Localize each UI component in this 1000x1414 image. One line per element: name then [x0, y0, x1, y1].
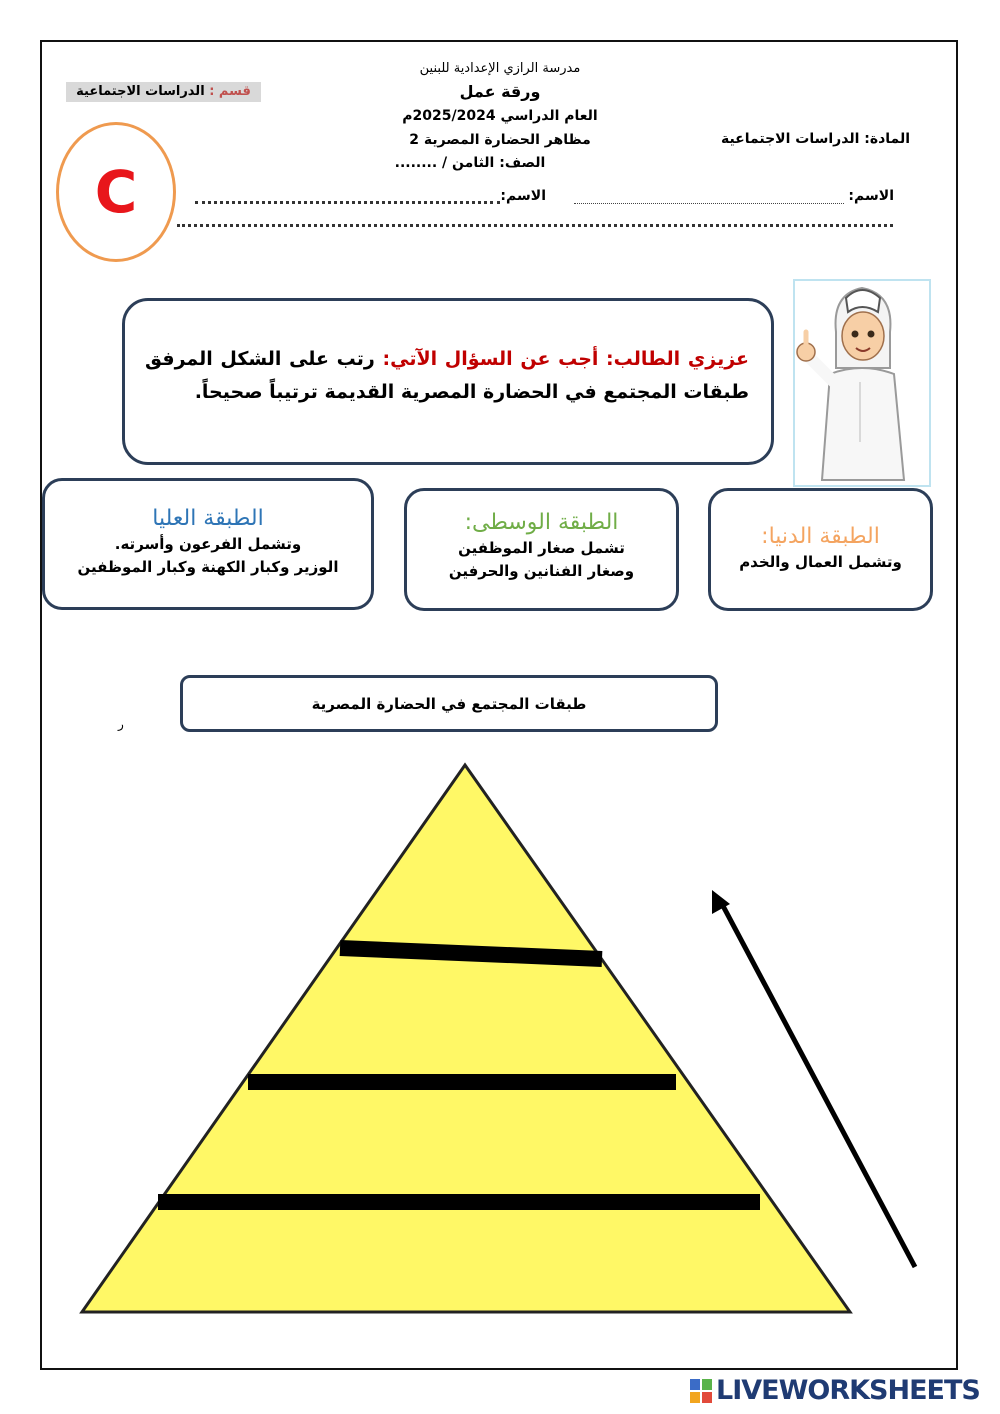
- lower-class-title: الطبقة الدنيا:: [761, 524, 880, 549]
- middle-class-title: الطبقة الوسطى:: [464, 510, 619, 535]
- middle-class-line1: تشمل صغار الموظفين: [458, 539, 625, 557]
- department-label: قسم : الدراسات الاجتماعية: [66, 82, 261, 102]
- upper-class-line2: الوزير وكبار الكهنة وكبار الموظفين: [77, 558, 339, 576]
- worksheet-title: ورقة عمل: [459, 82, 541, 101]
- school-name: مدرسة الرازي الإعدادية للبنين: [419, 61, 581, 76]
- upper-class-title: الطبقة العليا: [152, 506, 264, 531]
- pyramid-shape: [82, 765, 850, 1312]
- name-field-1[interactable]: الاسم:: [572, 188, 894, 204]
- grade-field[interactable]: الصف: الثامن / ........: [394, 155, 546, 171]
- question-lead: عزيزي الطالب: أجب عن السؤال الآتي:: [382, 348, 750, 370]
- subject-label: المادة: الدراسات الاجتماعية: [720, 131, 910, 147]
- middle-class-line2: وصغار الفنانين والحرفين: [448, 562, 635, 580]
- name-field-2[interactable]: الاسم:: [194, 188, 546, 204]
- lesson-topic: مظاهر الحضارة المصرية 2: [409, 132, 591, 148]
- liveworksheets-watermark: LIVEWORKSHEETS: [690, 1374, 990, 1408]
- liveworksheets-logo-icon: [690, 1379, 712, 1403]
- lower-class-line1: وتشمل العمال والخدم: [739, 553, 902, 571]
- pyramid-title-box: طبقات المجتمع في الحضارة المصرية: [180, 675, 718, 732]
- academic-year: العام الدراسي 2025/2024م: [402, 108, 598, 124]
- question-text: رتب على الشكل المرفق طبقات المجتمع في الحضارة المصرية القديمة ترتيباً صحيحاً.: [145, 348, 749, 403]
- pyramid-drop-zone-top: [340, 948, 602, 959]
- upper-class-line1: وتشمل الفرعون وأسرته.: [114, 535, 302, 553]
- grade-letter: C: [94, 158, 138, 226]
- stray-mark: ر: [118, 717, 124, 731]
